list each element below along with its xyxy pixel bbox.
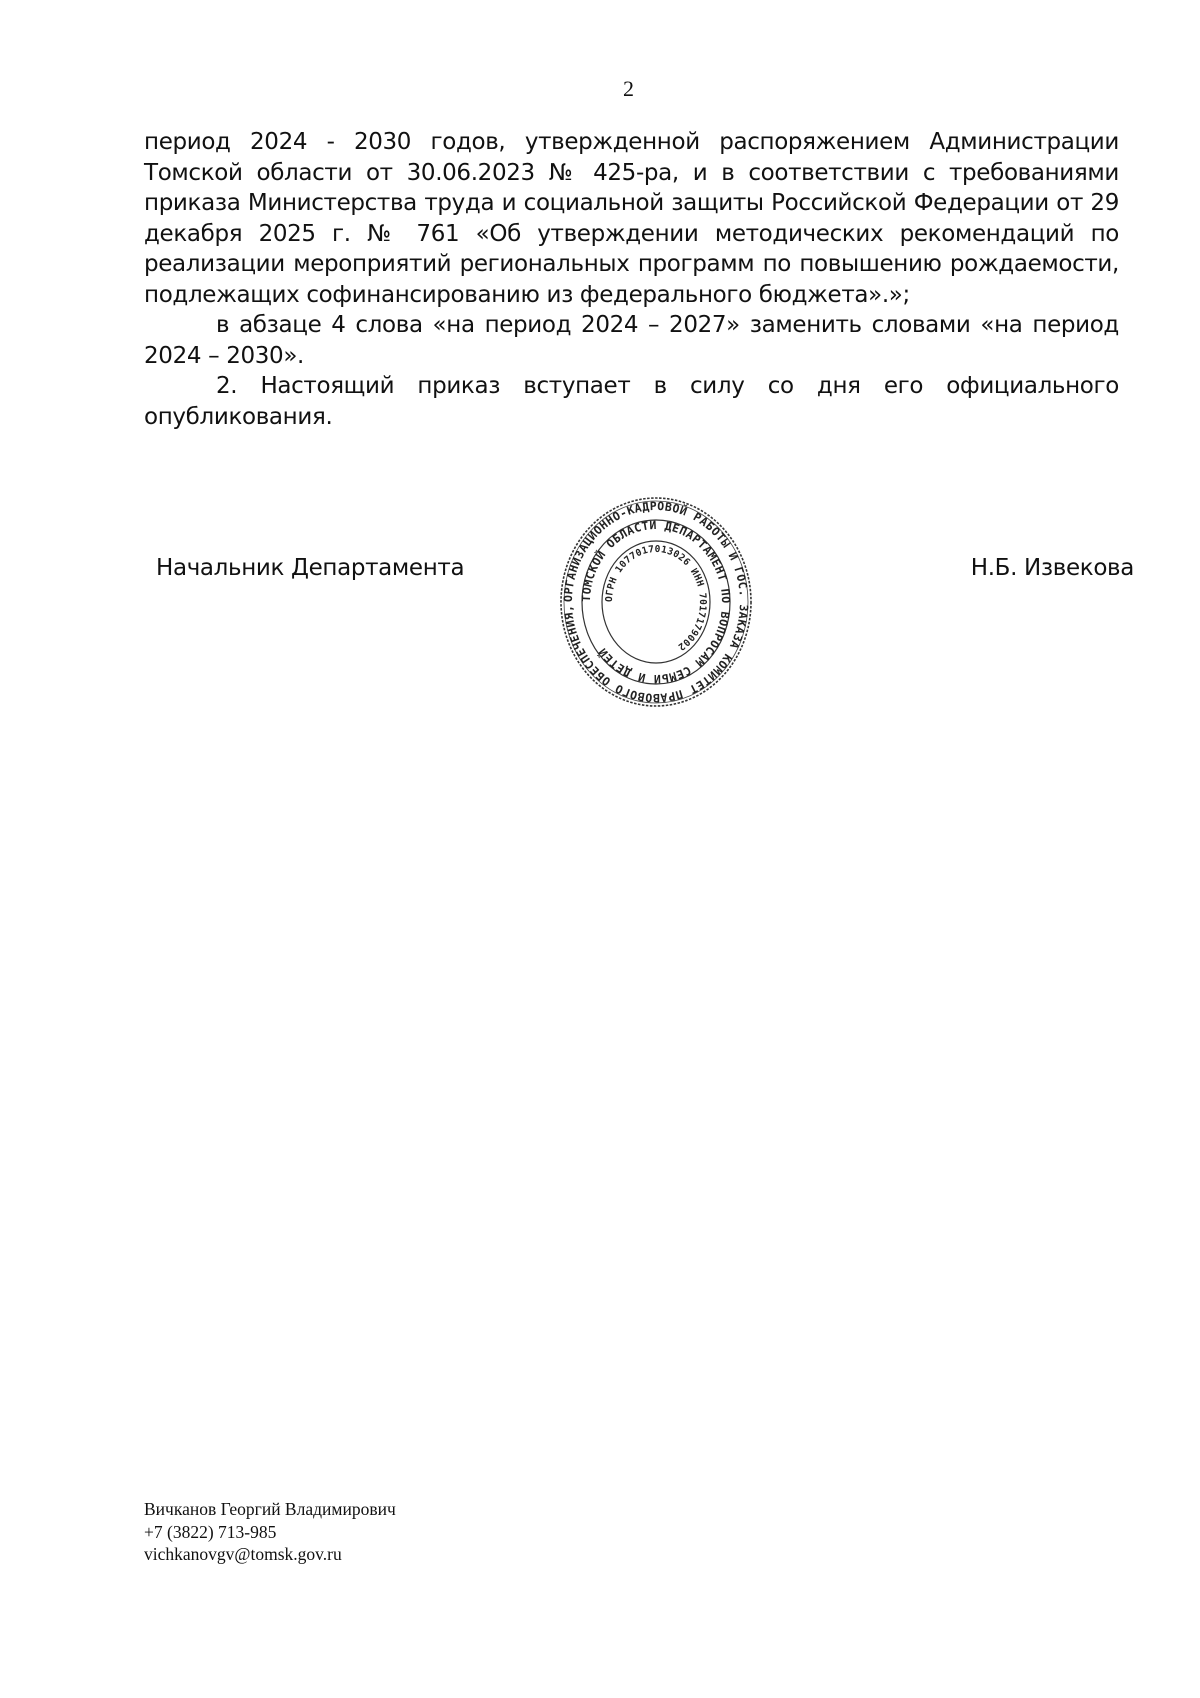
paragraph-continuation: период 2024 - 2030 годов, утвержденной распоряжением Администрации Томской области от 30.06.2023 № 425-ра, и в соответствии с требованиями приказа Министерства труда и социальной защиты Российской Федерации от 29 декабря 2025 г. № 761 «Об утверждении методических рекомендаций по реализации мероприятий региональных программ по повышению рождаемости, подлежащих софинансированию из федерального бюджета».»; — [144, 129, 1119, 308]
contact-name: Вичканов Георгий Владимирович — [144, 1499, 396, 1519]
paragraph-effective-date: 2. Настоящий приказ вступает в силу со дня его официального опубликования. — [144, 373, 1119, 430]
contact-phone: +7 (3822) 713-985 — [144, 1521, 277, 1542]
seal-middle-text: ТОМСКОЙ ОБЛАСТИ ДЕПАРТАМЕНТ ПО ВОПРОСАМ СЕМЬИ И ДЕТЕЙ — [578, 517, 734, 687]
page-number: 2 — [623, 76, 634, 101]
signatory-position: Начальник Департамента — [156, 555, 465, 581]
document-body — [144, 127, 1119, 432]
contact-block — [144, 1498, 396, 1566]
official-seal — [558, 490, 754, 714]
seal-inner-text: ОГРН 1077017013026 ИНН 7017179002 — [603, 543, 709, 653]
svg-text:ОГРН 1077017013026 ИНН 701717 — [604, 544, 708, 652]
seal-outer-text: ОРГАНИЗАЦИОННО-КАДРОВОЙ РАБОТЫ И ГОС. ЗАКАЗА КОМИТЕТ ПРАВОВОГО ОБЕСПЕЧЕНИЯ, — [560, 498, 752, 706]
paragraph-amendment: в абзаце 4 слова «на период 2024 – 2027» заменить словами «на период 2024 – 2030». — [144, 312, 1119, 369]
seal-inner-ring — [602, 541, 710, 663]
signatory-name: Н.Б. Извекова — [970, 555, 1134, 581]
contact-email: vichkanovgv@tomsk.gov.ru — [144, 1544, 342, 1564]
